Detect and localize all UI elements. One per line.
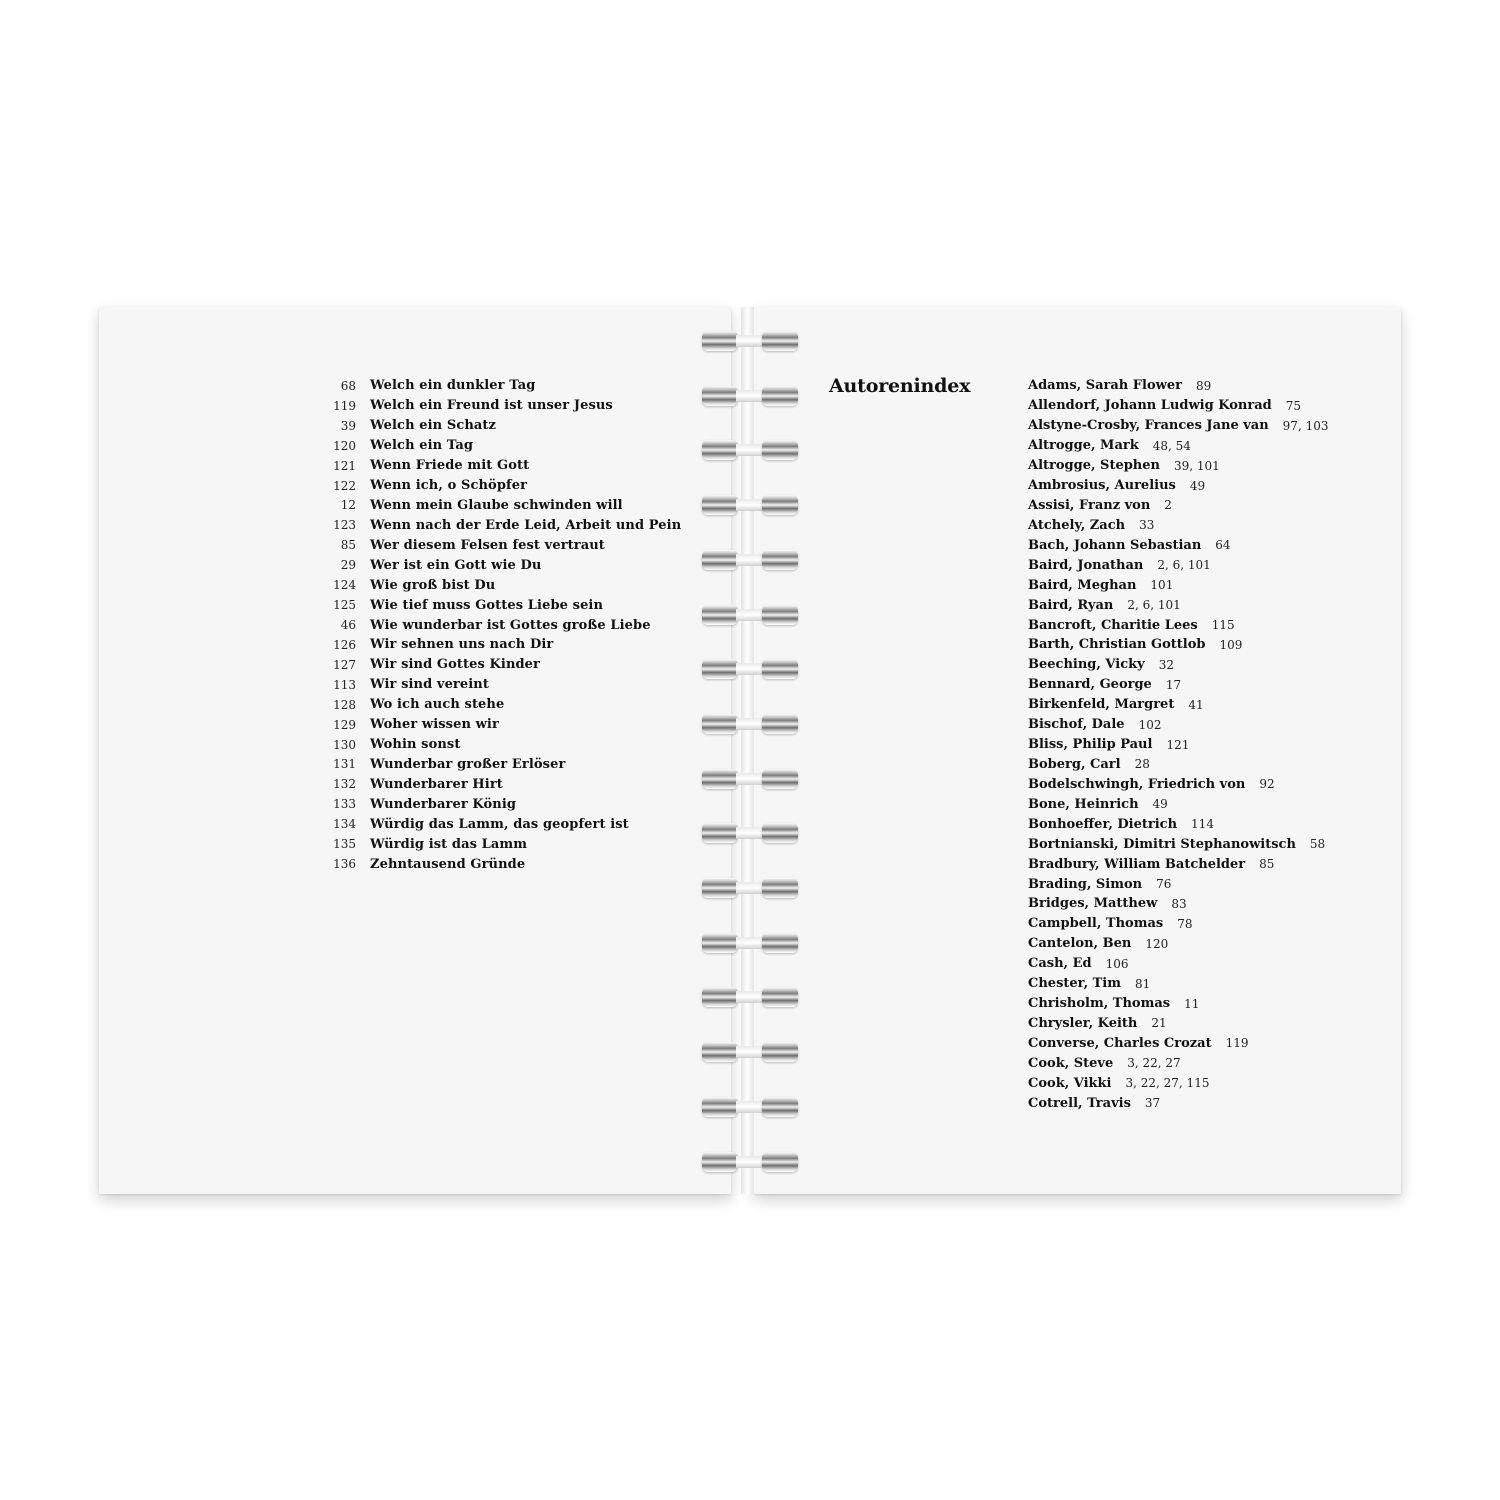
author-page-refs: 2 [1164,498,1172,513]
list-item [1028,735,1328,755]
song-title: Wenn ich, o Schöpfer [370,478,528,494]
list-item [1028,874,1328,894]
author-page-refs: 109 [1219,637,1243,652]
author-name: Allendorf, Johann Ludwig Konrad [1028,398,1272,414]
song-number: 127 [333,657,356,672]
author-page-refs: 58 [1309,837,1326,852]
list-item [1028,476,1328,496]
author-name: Bodelschwingh, Friedrich von [1028,776,1246,792]
author-name: Bridges, Matthew [1028,896,1158,912]
song-number: 128 [333,697,356,712]
song-title: Zehntausend Gründe [370,856,526,872]
author-page-refs: 97, 103 [1282,418,1329,433]
author-name: Altrogge, Stephen [1028,458,1160,474]
list-item [320,715,681,735]
author-name: Campbell, Thomas [1028,916,1164,932]
list-item [1028,496,1328,516]
song-title: Wunderbarer König [370,796,517,812]
author-page-refs: 21 [1151,1016,1167,1031]
author-name: Chester, Tim [1028,976,1121,992]
song-number: 85 [340,538,356,553]
spiral-coil [700,820,800,846]
author-name: Bach, Johann Sebastian [1028,537,1202,553]
song-title: Welch ein dunkler Tag [370,378,536,394]
author-name: Converse, Charles Crozat [1028,1035,1212,1051]
song-title: Würdig ist das Lamm [370,836,528,852]
author-name: Boberg, Carl [1028,756,1121,772]
song-number: 134 [333,817,356,832]
song-title: Wo ich auch stehe [370,697,505,713]
song-title-list [320,376,681,874]
song-title: Welch ein Schatz [370,418,496,434]
spiral-coil [700,711,800,737]
author-page-refs: 17 [1165,677,1182,692]
author-name: Bonhoeffer, Dietrich [1028,816,1178,832]
list-item [1028,755,1328,775]
list-item [1028,695,1328,715]
list-item [320,854,681,874]
author-page-refs: 48, 54 [1152,438,1191,453]
author-page-refs: 75 [1285,398,1301,413]
list-item [1028,416,1328,436]
list-item [1028,774,1328,794]
list-item [320,436,681,456]
author-page-refs: 114 [1191,817,1214,832]
author-name: Barth, Christian Gottlob [1028,637,1206,653]
author-name: Bradbury, William Batchelder [1028,856,1246,872]
author-name: Adams, Sarah Flower [1028,378,1182,394]
list-item [1028,456,1328,476]
author-name: Cantelon, Ben [1028,936,1132,952]
author-page-refs: 89 [1195,378,1212,393]
song-title: Wenn Friede mit Gott [370,458,530,474]
author-page-refs: 32 [1158,657,1174,672]
song-title: Wie wunderbar ist Gottes große Liebe [370,617,651,633]
list-item [1028,635,1328,655]
author-name: Altrogge, Mark [1028,438,1139,454]
song-number: 122 [333,478,356,493]
author-page-refs: 41 [1188,697,1204,712]
author-name: Bancroft, Charitie Lees [1028,617,1198,633]
author-index-heading: Autorenindex [829,375,971,397]
author-name: Brading, Simon [1028,876,1143,892]
list-item [320,396,681,416]
author-page-refs: 85 [1259,857,1275,872]
author-page-refs: 102 [1138,717,1162,732]
author-name: Birkenfeld, Margret [1028,697,1175,713]
song-number: 126 [333,637,356,652]
song-number: 131 [333,757,356,772]
list-item [1028,675,1328,695]
song-title: Welch ein Freund ist unser Jesus [370,398,613,414]
list-item [320,735,681,755]
spiral-coil [700,383,800,409]
list-item [1028,1073,1328,1093]
list-item [320,615,681,635]
song-title: Wenn mein Glaube schwinden will [370,497,623,513]
list-item [1028,575,1328,595]
list-item [320,655,681,675]
spiral-coil [700,875,800,901]
spiral-coil [700,547,800,573]
list-item [320,456,681,476]
song-title: Würdig das Lamm, das geopfert ist [370,816,629,832]
spiral-coil [700,930,800,956]
list-item [1028,894,1328,914]
author-page-refs: 81 [1135,976,1151,991]
song-number: 29 [340,558,356,573]
song-title: Wie groß bist Du [370,577,496,593]
list-item [320,535,681,555]
list-item [1028,515,1328,535]
song-number: 125 [333,598,356,613]
author-name: Alstyne-Crosby, Frances Jane van [1028,418,1269,434]
list-item [1028,715,1328,735]
song-number: 46 [340,618,356,633]
spiral-binding [700,328,800,1178]
spiral-coil [700,766,800,792]
spiral-coil [700,656,800,682]
song-number: 68 [340,378,356,393]
author-name: Chrysler, Keith [1028,1015,1138,1031]
author-name: Baird, Jonathan [1028,557,1144,573]
author-page-refs: 3, 22, 27, 115 [1125,1076,1210,1091]
list-item [1028,1053,1328,1073]
list-item [1028,535,1328,555]
author-page-refs: 11 [1184,996,1200,1011]
list-item [320,376,681,396]
author-page-refs: 33 [1139,518,1155,533]
list-item [1028,914,1328,934]
author-name: Bortnianski, Dimitri Stephanowitsch [1028,836,1296,852]
author-page-refs: 37 [1144,1096,1161,1111]
spiral-coil [700,492,800,518]
author-name: Atchely, Zach [1028,517,1126,533]
list-item [320,675,681,695]
song-number: 130 [333,737,356,752]
author-name: Bone, Heinrich [1028,796,1139,812]
list-item [1028,1093,1328,1113]
song-number: 119 [333,398,356,413]
author-page-refs: 121 [1166,737,1190,752]
list-item [1028,834,1328,854]
list-item [1028,1014,1328,1034]
list-item [320,635,681,655]
list-item [320,794,681,814]
list-item [1028,655,1328,675]
song-title: Wir sehnen uns nach Dir [370,637,554,653]
list-item [1028,615,1328,635]
song-number: 135 [333,837,356,852]
author-page-refs: 119 [1225,1036,1249,1051]
list-item [320,555,681,575]
list-item [1028,814,1328,834]
author-name: Beeching, Vicky [1028,657,1145,673]
author-page-refs: 2, 6, 101 [1157,558,1211,573]
author-page-refs: 120 [1145,936,1169,951]
spiral-coil [700,602,800,628]
song-number: 121 [333,458,356,473]
author-page-refs: 76 [1156,877,1172,891]
spiral-coil [700,1039,800,1065]
list-item [1028,974,1328,994]
song-title: Wunderbarer Hirt [370,776,503,792]
author-page-refs: 28 [1134,757,1150,772]
song-title: Wie tief muss Gottes Liebe sein [370,597,604,613]
author-page-refs: 83 [1171,896,1187,911]
author-page-refs: 106 [1105,956,1129,971]
list-item [320,476,681,496]
list-item [320,834,681,854]
song-title: Welch ein Tag [370,438,474,454]
song-title: Wer ist ein Gott wie Du [370,557,542,573]
spiral-coil [700,1094,800,1120]
author-page-refs: 39, 101 [1173,458,1220,473]
author-name: Assisi, Franz von [1028,497,1151,513]
song-title: Wir sind Gottes Kinder [370,657,541,673]
song-title: Woher wissen wir [370,717,499,733]
song-title: Wer diesem Felsen fest vertraut [370,537,605,553]
list-item [320,814,681,834]
song-title: Wunderbar großer Erlöser [370,756,566,772]
list-item [320,416,681,436]
author-page-refs: 92 [1259,777,1275,792]
list-item [1028,954,1328,974]
author-name: Cash, Ed [1028,956,1092,972]
author-page-refs: 49 [1189,478,1206,493]
author-index-list [1028,376,1328,1113]
list-item [1028,854,1328,874]
list-item [1028,994,1328,1014]
song-title: Wenn nach der Erde Leid, Arbeit und Pein [370,517,682,533]
song-number: 136 [333,857,356,872]
list-item [320,575,681,595]
author-page-refs: 3, 22, 27 [1127,1056,1181,1071]
song-number: 133 [333,797,356,812]
song-number: 120 [333,438,356,453]
song-title: Wir sind vereint [370,677,489,693]
list-item [320,774,681,794]
author-name: Baird, Ryan [1028,597,1114,613]
author-name: Cotrell, Travis [1028,1095,1131,1111]
song-number: 12 [340,498,356,513]
spiral-coil [700,437,800,463]
song-number: 132 [333,777,356,792]
list-item [1028,376,1328,396]
song-number: 124 [333,578,356,593]
list-item [1028,794,1328,814]
song-number: 113 [333,677,356,692]
list-item [1028,1033,1328,1053]
list-item [320,755,681,775]
author-page-refs: 78 [1177,916,1193,931]
song-title: Wohin sonst [370,737,461,753]
list-item [320,496,681,516]
list-item [1028,595,1328,615]
author-name: Ambrosius, Aurelius [1028,478,1176,494]
spiral-coil [700,328,800,354]
author-name: Cook, Steve [1028,1055,1114,1071]
author-page-refs: 64 [1215,538,1231,553]
author-name: Bliss, Philip Paul [1028,737,1153,753]
spiral-coil [700,1149,800,1175]
author-page-refs: 115 [1211,618,1235,633]
author-name: Bennard, George [1028,677,1152,693]
author-page-refs: 101 [1150,578,1174,593]
song-number: 123 [333,518,356,533]
author-name: Baird, Meghan [1028,577,1137,593]
author-page-refs: 2, 6, 101 [1127,598,1181,613]
song-number: 39 [340,418,356,433]
song-number: 129 [333,717,356,732]
list-item [320,695,681,715]
list-item [320,595,681,615]
list-item [1028,436,1328,456]
list-item [1028,396,1328,416]
author-name: Bischof, Dale [1028,717,1125,733]
author-name: Cook, Vikki [1028,1075,1112,1091]
author-name: Chrisholm, Thomas [1028,996,1171,1012]
list-item [320,515,681,535]
list-item [1028,934,1328,954]
list-item [1028,555,1328,575]
author-page-refs: 49 [1152,797,1168,812]
spiral-coil [700,984,800,1010]
